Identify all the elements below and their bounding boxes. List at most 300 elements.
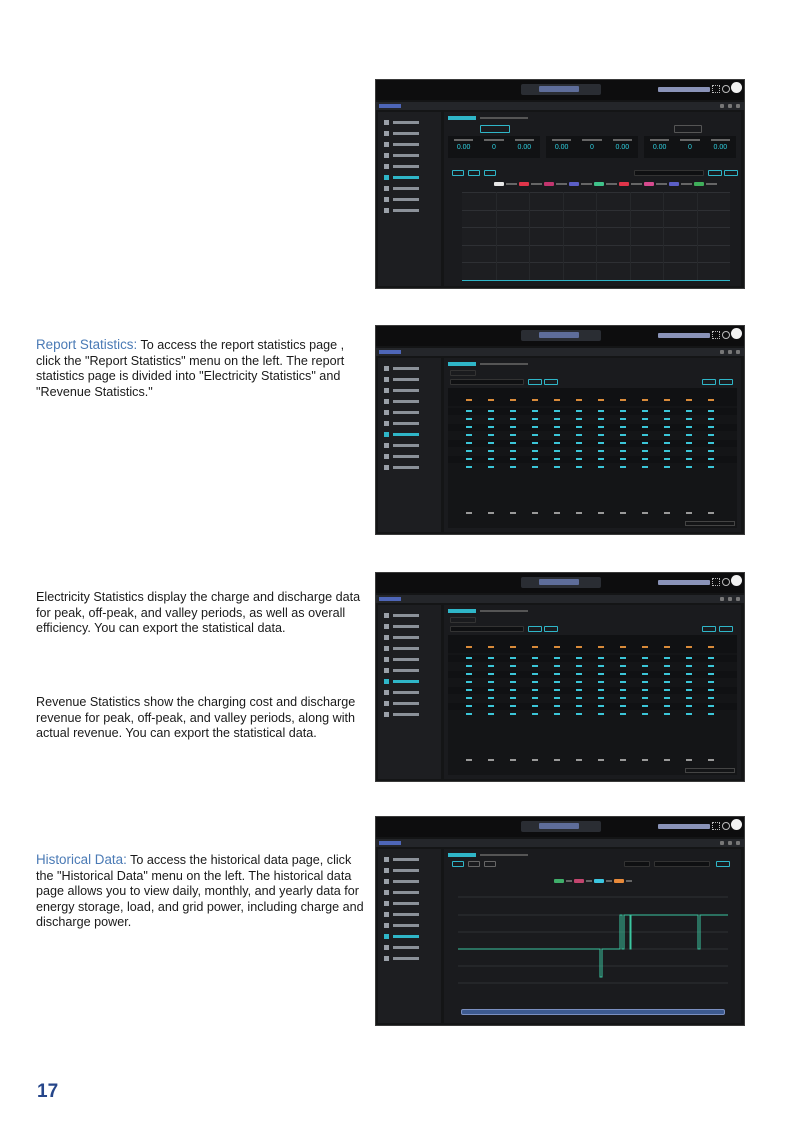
table-cell xyxy=(466,466,472,468)
electricity-statistics-paragraph: Electricity Statistics display the charge and discharge data for peak, off-peak, and valley periods, as well as overall efficiency. You can export the statistical data. xyxy=(36,590,361,635)
total-cell xyxy=(488,759,494,761)
table-cell xyxy=(708,697,714,699)
total-cell xyxy=(598,512,604,514)
chart-legend xyxy=(494,182,724,187)
table-cell xyxy=(510,657,516,659)
table-cell xyxy=(686,713,692,715)
header-cell xyxy=(598,399,604,401)
table-cell xyxy=(598,713,604,715)
period-button xyxy=(452,861,464,867)
table-cell xyxy=(510,681,516,683)
table-cell xyxy=(686,442,692,444)
table-cell xyxy=(510,713,516,715)
sidebar-item xyxy=(384,142,424,147)
historical-data-heading: Historical Data: xyxy=(36,852,127,867)
header-cell xyxy=(510,646,516,648)
table-cell xyxy=(708,418,714,420)
history-chart xyxy=(458,891,728,1001)
header-cell xyxy=(466,646,472,648)
kpi-value: 0 xyxy=(590,144,594,151)
table-cell xyxy=(642,665,648,667)
legend-label xyxy=(556,183,567,185)
sidebar xyxy=(378,112,441,286)
table-row xyxy=(448,408,737,415)
table-cell xyxy=(488,418,494,420)
table-cell xyxy=(510,705,516,707)
total-cell xyxy=(466,759,472,761)
table-cell xyxy=(466,705,472,707)
table-cell xyxy=(686,450,692,452)
fullscreen-icon xyxy=(712,578,720,586)
table-cell xyxy=(466,442,472,444)
legend-label xyxy=(656,183,667,185)
screenshot-electricity-statistics xyxy=(375,325,745,535)
period-button xyxy=(484,861,496,867)
reset-button xyxy=(544,379,558,385)
legend-swatch xyxy=(669,182,679,186)
table-row xyxy=(448,456,737,463)
total-cell xyxy=(576,759,582,761)
table-cell xyxy=(664,458,670,460)
tab-bar xyxy=(376,102,744,110)
table-cell xyxy=(708,665,714,667)
table-cell xyxy=(554,713,560,715)
header-cell xyxy=(664,646,670,648)
table-row xyxy=(448,416,737,423)
kpi-value: 0.00 xyxy=(517,144,532,151)
table-cell xyxy=(554,665,560,667)
table-cell xyxy=(554,442,560,444)
total-cell xyxy=(708,759,714,761)
table-cell xyxy=(598,466,604,468)
table-cell xyxy=(664,665,670,667)
pagination xyxy=(685,768,735,773)
datetime-display xyxy=(658,87,710,92)
table-cell xyxy=(686,466,692,468)
table-cell xyxy=(664,410,670,412)
station-selector xyxy=(521,84,601,95)
zoom-slider xyxy=(461,1009,725,1015)
print-button xyxy=(719,626,733,632)
table-cell xyxy=(576,697,582,699)
table-cell xyxy=(642,673,648,675)
table-row xyxy=(448,440,737,447)
total-cell xyxy=(642,512,648,514)
table-cell xyxy=(554,657,560,659)
header-cell xyxy=(532,646,538,648)
help-icon xyxy=(722,578,730,586)
table-cell xyxy=(576,458,582,460)
table-cell xyxy=(686,458,692,460)
table-cell xyxy=(642,697,648,699)
table-cell xyxy=(686,705,692,707)
table-cell xyxy=(532,442,538,444)
table-cell xyxy=(620,458,626,460)
sidebar-item xyxy=(384,153,424,158)
table-cell xyxy=(466,673,472,675)
subtab xyxy=(450,617,476,623)
kpi-value: 0 xyxy=(688,144,692,151)
table-cell xyxy=(488,450,494,452)
sidebar xyxy=(378,605,441,779)
kpi-value: 0.00 xyxy=(554,144,569,151)
kpi-value: 0 xyxy=(492,144,496,151)
table-cell xyxy=(598,697,604,699)
table-cell xyxy=(488,673,494,675)
date-range xyxy=(450,379,524,385)
table-cell xyxy=(532,665,538,667)
help-icon xyxy=(722,85,730,93)
main-panel xyxy=(444,605,741,779)
table-cell xyxy=(532,466,538,468)
table-header xyxy=(448,388,737,406)
table-cell xyxy=(642,458,648,460)
avatar xyxy=(731,82,742,93)
table-cell xyxy=(686,673,692,675)
period-button xyxy=(468,170,480,176)
legend-swatch xyxy=(619,182,629,186)
kpi-value: 0.00 xyxy=(615,144,630,151)
table-cell xyxy=(620,434,626,436)
table-cell xyxy=(576,466,582,468)
table-cell xyxy=(576,689,582,691)
header-cell xyxy=(598,646,604,648)
fullscreen-icon xyxy=(712,822,720,830)
date-range xyxy=(634,170,704,176)
table-cell xyxy=(664,681,670,683)
table-total-row xyxy=(448,757,737,764)
table-cell xyxy=(686,681,692,683)
table-cell xyxy=(488,466,494,468)
table-cell xyxy=(642,689,648,691)
table-cell xyxy=(686,434,692,436)
total-cell xyxy=(466,512,472,514)
series-line xyxy=(458,915,728,977)
legend-swatch xyxy=(594,879,604,883)
table-cell xyxy=(488,681,494,683)
table-cell xyxy=(576,705,582,707)
table-cell xyxy=(664,434,670,436)
table-cell xyxy=(576,713,582,715)
header-cell xyxy=(642,646,648,648)
table-cell xyxy=(664,697,670,699)
table-total-row xyxy=(448,510,737,517)
table-cell xyxy=(488,665,494,667)
table-cell xyxy=(620,418,626,420)
table-cell xyxy=(554,410,560,412)
header-cell xyxy=(576,646,582,648)
data-table xyxy=(448,635,737,775)
legend-swatch xyxy=(544,182,554,186)
table-cell xyxy=(510,665,516,667)
table-cell xyxy=(466,689,472,691)
table-cell xyxy=(554,450,560,452)
table-cell xyxy=(510,418,516,420)
total-cell xyxy=(686,512,692,514)
table-cell xyxy=(664,426,670,428)
table-cell xyxy=(708,713,714,715)
table-cell xyxy=(642,705,648,707)
table-cell xyxy=(598,689,604,691)
legend-swatch xyxy=(569,182,579,186)
table-cell xyxy=(488,705,494,707)
table-cell xyxy=(620,442,626,444)
query-button xyxy=(708,170,722,176)
date-range xyxy=(450,626,524,632)
table-cell xyxy=(510,410,516,412)
chart-legend xyxy=(554,879,634,884)
revenue-statistics-paragraph: Revenue Statistics show the charging cost and discharge revenue for peak, off-peak, and valley periods, along with actual revenue. You can export the statistical data. xyxy=(36,695,356,740)
table-cell xyxy=(488,657,494,659)
print-button xyxy=(719,379,733,385)
table-cell xyxy=(466,434,472,436)
legend-label xyxy=(631,183,642,185)
total-cell xyxy=(532,512,538,514)
table-cell xyxy=(620,697,626,699)
legend-label xyxy=(566,880,572,882)
table-cell xyxy=(686,665,692,667)
export-button xyxy=(702,626,716,632)
table-cell xyxy=(532,418,538,420)
table-cell xyxy=(686,697,692,699)
header-cell xyxy=(686,646,692,648)
table-cell xyxy=(664,713,670,715)
table-cell xyxy=(598,450,604,452)
table-row xyxy=(448,424,737,431)
table-cell xyxy=(532,450,538,452)
table-cell xyxy=(554,426,560,428)
sidebar-item xyxy=(384,120,424,125)
table-cell xyxy=(510,466,516,468)
legend-swatch xyxy=(694,182,704,186)
table-cell xyxy=(554,697,560,699)
table-cell xyxy=(664,657,670,659)
table-cell xyxy=(532,458,538,460)
report-statistics-heading: Report Statistics: xyxy=(36,337,138,352)
total-cell xyxy=(642,759,648,761)
table-cell xyxy=(664,466,670,468)
table-cell xyxy=(664,689,670,691)
table-cell xyxy=(708,410,714,412)
total-cell xyxy=(510,759,516,761)
header-cell xyxy=(554,646,560,648)
table-cell xyxy=(510,442,516,444)
table-cell xyxy=(708,673,714,675)
table-cell xyxy=(598,657,604,659)
table-cell xyxy=(598,418,604,420)
table-cell xyxy=(708,442,714,444)
period-button xyxy=(468,861,480,867)
table-cell xyxy=(576,681,582,683)
total-cell xyxy=(664,512,670,514)
fullscreen-icon xyxy=(712,85,720,93)
main-panel xyxy=(444,358,741,532)
table-cell xyxy=(466,697,472,699)
total-cell xyxy=(620,512,626,514)
table-cell xyxy=(532,681,538,683)
avatar xyxy=(731,575,742,586)
table-cell xyxy=(708,434,714,436)
table-cell xyxy=(466,418,472,420)
fullscreen-icon xyxy=(712,331,720,339)
header-cell xyxy=(576,399,582,401)
total-cell xyxy=(664,759,670,761)
table-cell xyxy=(598,410,604,412)
app-header xyxy=(376,80,744,100)
table-cell xyxy=(620,450,626,452)
table-cell xyxy=(554,673,560,675)
table-cell xyxy=(664,450,670,452)
legend-label xyxy=(531,183,542,185)
historical-data-text: To access the historical data page, click the "Historical Data" menu on the left. The historical data page allows you to view daily, monthly, and yearly data for energy storage, load, and grid power, including charge and discharge power. xyxy=(36,853,364,929)
table-cell xyxy=(598,673,604,675)
sidebar xyxy=(378,849,441,1023)
table-cell xyxy=(708,450,714,452)
total-cell xyxy=(708,512,714,514)
table-row xyxy=(448,679,737,686)
table-cell xyxy=(510,673,516,675)
header-cell xyxy=(532,399,538,401)
table-row xyxy=(448,663,737,670)
legend-swatch xyxy=(594,182,604,186)
table-row xyxy=(448,687,737,694)
table-cell xyxy=(532,689,538,691)
header-cell xyxy=(620,646,626,648)
query-button xyxy=(528,379,542,385)
table-cell xyxy=(510,458,516,460)
sidebar xyxy=(378,358,441,532)
total-cell xyxy=(620,759,626,761)
table-row xyxy=(448,464,737,471)
table-cell xyxy=(642,418,648,420)
table-cell xyxy=(642,410,648,412)
table-cell xyxy=(642,713,648,715)
table-cell xyxy=(686,410,692,412)
table-cell xyxy=(576,426,582,428)
table-cell xyxy=(510,697,516,699)
table-cell xyxy=(642,434,648,436)
table-cell xyxy=(532,426,538,428)
legend-label xyxy=(606,880,612,882)
table-cell xyxy=(664,442,670,444)
table-cell xyxy=(576,418,582,420)
table-cell xyxy=(686,689,692,691)
header-cell xyxy=(488,646,494,648)
table-cell xyxy=(576,657,582,659)
screenshot-revenue-statistics xyxy=(375,572,745,782)
table-cell xyxy=(488,410,494,412)
total-cell xyxy=(686,759,692,761)
table-cell xyxy=(510,450,516,452)
table-row xyxy=(448,711,737,718)
table-row xyxy=(448,671,737,678)
legend-label xyxy=(706,183,717,185)
avatar xyxy=(731,819,742,830)
report-statistics-text: To access the report statistics page , click the "Report Statistics" menu on the left. The report statistics page is divided into "Electricity Statistics" and "Revenue Statistics." xyxy=(36,338,345,399)
sidebar-item xyxy=(384,164,424,169)
table-cell xyxy=(554,681,560,683)
table-row xyxy=(448,655,737,662)
table-cell xyxy=(488,434,494,436)
table-cell xyxy=(488,697,494,699)
kpi-value: 0.00 xyxy=(713,144,728,151)
table-cell xyxy=(708,466,714,468)
legend-swatch xyxy=(574,879,584,883)
legend-label xyxy=(586,880,592,882)
table-cell xyxy=(620,665,626,667)
header-cell xyxy=(708,646,714,648)
table-row xyxy=(448,695,737,702)
table-cell xyxy=(620,705,626,707)
sidebar-item-active xyxy=(384,175,424,180)
sidebar-item xyxy=(384,186,424,191)
table-cell xyxy=(642,681,648,683)
table-cell xyxy=(554,434,560,436)
period-button xyxy=(484,170,496,176)
avatar xyxy=(731,328,742,339)
table-cell xyxy=(554,418,560,420)
table-cell xyxy=(664,705,670,707)
total-cell xyxy=(554,759,560,761)
table-cell xyxy=(642,442,648,444)
table-cell xyxy=(708,681,714,683)
table-cell xyxy=(466,410,472,412)
table-cell xyxy=(466,657,472,659)
table-cell xyxy=(554,689,560,691)
sidebar-item xyxy=(384,131,424,136)
subtab xyxy=(450,370,476,376)
main-panel xyxy=(444,112,741,286)
table-cell xyxy=(598,665,604,667)
legend-swatch xyxy=(554,879,564,883)
table-cell xyxy=(708,657,714,659)
kpi-value: 0.00 xyxy=(652,144,667,151)
page-number: 17 xyxy=(37,1081,59,1102)
table-cell xyxy=(466,426,472,428)
table-cell xyxy=(554,466,560,468)
legend-swatch xyxy=(614,879,624,883)
reset-button xyxy=(544,626,558,632)
table-cell xyxy=(708,458,714,460)
table-cell xyxy=(532,410,538,412)
table-cell xyxy=(598,458,604,460)
table-cell xyxy=(488,689,494,691)
total-cell xyxy=(488,512,494,514)
main-panel xyxy=(444,849,741,1023)
tab-button xyxy=(480,125,510,133)
table-cell xyxy=(510,434,516,436)
table-cell xyxy=(488,442,494,444)
date-range xyxy=(654,861,710,867)
table-cell xyxy=(532,697,538,699)
screenshot-historical-data xyxy=(375,816,745,1026)
table-row xyxy=(448,448,737,455)
legend-swatch xyxy=(644,182,654,186)
table-cell xyxy=(598,434,604,436)
legend-label xyxy=(606,183,617,185)
tab-button xyxy=(674,125,702,133)
table-cell xyxy=(598,705,604,707)
table-cell xyxy=(642,466,648,468)
header-cell xyxy=(664,399,670,401)
header-cell xyxy=(620,399,626,401)
report-statistics-paragraph xyxy=(36,337,366,400)
table-cell xyxy=(686,426,692,428)
total-cell xyxy=(598,759,604,761)
table-header xyxy=(448,635,737,653)
table-cell xyxy=(532,705,538,707)
table-cell xyxy=(620,657,626,659)
